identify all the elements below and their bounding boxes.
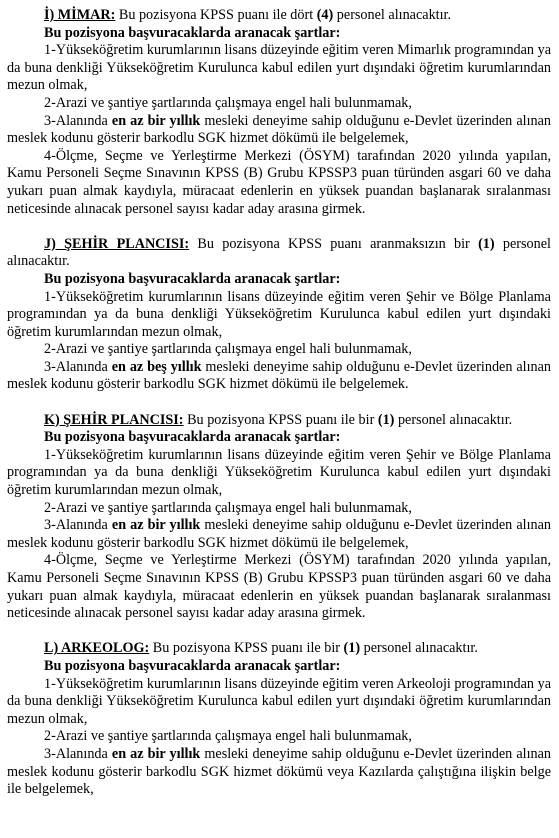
requirement-item-2: 2-Arazi ve şantiye şartlarında çalışmaya engel hali bulunmamak, bbox=[44, 94, 412, 111]
requirement-item-2: 2-Arazi ve şantiye şartlarında çalışmaya engel hali bulunmamak, bbox=[44, 728, 412, 745]
item3-suffix: mesleki deneyime sahip olduğunu e-Devlet üzerinden alınan meslek kodunu gösterir barkodlu SGK hizmet dökümü ile belgelemek, bbox=[7, 112, 552, 147]
requirement-item-4: 4-Ölçme, Seçme ve Yerleştirme Merkezi (ÖSYM) tarafından 2020 yılında yapılan, Kamu Personeli Seçme Sınavının KPSS (B) Grubu KPSSP3 puan türünden asgari 60 ve daha yukarı puan almak kaydıyla, müracaat edenlerin en yüksek puandan başlanarak sıralanması neticesinde alınacak personel sayısı kadar aday arasına girmek. bbox=[7, 552, 551, 622]
intro-text: Bu pozisyona KPSS puanı ile dört bbox=[115, 7, 317, 23]
requirement-item-1: 1-Yükseköğretim kurumlarının lisans düzeyinde eğitim veren Şehir ve Bölge Planlama programından ya da buna denkliği Yükseköğretim Kurulunca kabul edilen yurt dışındaki öğretim kurumlarından mezun olmak, bbox=[7, 446, 551, 499]
requirements-title: Bu pozisyona başvuracaklarda aranacak şartlar: bbox=[44, 270, 341, 287]
requirement-item-3 bbox=[7, 517, 551, 552]
requirement-item-3 bbox=[7, 746, 551, 799]
requirement-item-3 bbox=[7, 113, 551, 148]
section-sehir-plancisi-j bbox=[7, 236, 551, 394]
item3-suffix: mesleki deneyime sahip olduğunu e-Devlet üzerinden alınan meslek kodunu gösterir barkodlu SGK hizmet dökümü ile belgelemek, bbox=[7, 517, 552, 551]
intro-text-end: personel alınacaktır. bbox=[333, 7, 452, 23]
requirement-item-3 bbox=[7, 359, 551, 394]
section-title: K) ŞEHİR PLANCISI: bbox=[44, 411, 184, 428]
section-mimar bbox=[7, 7, 551, 218]
requirements-title: Bu pozisyona başvuracaklarda aranacak şartlar: bbox=[44, 657, 341, 674]
experience-duration: en az bir yıllık bbox=[111, 745, 201, 762]
personnel-count: (1) bbox=[377, 411, 395, 428]
item3-suffix: mesleki deneyime sahip olduğunu e-Devlet üzerinden alınan meslek kodunu gösterir barkodlu SGK hizmet dökümü ile belgelemek. bbox=[7, 358, 552, 393]
personnel-count: (4) bbox=[316, 7, 334, 23]
section-intro bbox=[7, 7, 551, 25]
section-intro bbox=[7, 412, 551, 430]
requirements-title: Bu pozisyona başvuracaklarda aranacak şartlar: bbox=[44, 24, 341, 41]
section-intro bbox=[7, 236, 551, 271]
intro-text-end: personel alınacaktır. bbox=[360, 640, 478, 657]
requirement-item-2: 2-Arazi ve şantiye şartlarında çalışmaya engel hali bulunmamak, bbox=[44, 499, 412, 516]
requirement-item-1: 1-Yükseköğretim kurumlarının lisans düzeyinde eğitim veren Şehir ve Bölge Planlama programından ya da buna denkliği Yükseköğretim Kurulunca kabul edilen yurt dışındaki öğretim kurumlarından mezun olmak, bbox=[7, 288, 551, 340]
item3-prefix: 3-Alanında bbox=[44, 745, 112, 762]
section-arkeolog bbox=[7, 640, 551, 798]
section-title: L) ARKEOLOG: bbox=[44, 640, 150, 657]
item3-prefix: 3-Alanında bbox=[44, 112, 112, 129]
personnel-count: (1) bbox=[478, 235, 495, 252]
requirements-title: Bu pozisyona başvuracaklarda aranacak şartlar: bbox=[44, 429, 341, 446]
intro-text: Bu pozisyona KPSS puanı aranmaksızın bir bbox=[189, 235, 479, 252]
requirement-item-4: 4-Ölçme, Seçme ve Yerleştirme Merkezi (ÖSYM) tarafından 2020 yılında yapılan, Kamu Personeli Seçme Sınavının KPSS (B) Grubu KPSSP3 puan türünden asgari 60 ve daha yukarı puan almak kaydıyla, müracaat edenlerin en yüksek puandan başlanarak sıralanması neticesinde alınacak personel sayısı kadar aday arasına girmek. bbox=[7, 147, 551, 217]
requirement-item-2: 2-Arazi ve şantiye şartlarında çalışmaya engel hali bulunmamak, bbox=[44, 341, 412, 358]
item3-suffix: mesleki deneyime sahip olduğunu e-Devlet üzerinden alınan meslek kodunu gösterir barkodlu SGK hizmet dökümü veya Kazılarda çalıştığına ilişkin belge ile belgelemek, bbox=[7, 745, 552, 798]
item3-prefix: 3-Alanında bbox=[44, 517, 112, 534]
intro-text: Bu pozisyona KPSS puanı ile bir bbox=[149, 640, 344, 657]
requirement-item-1: 1-Yükseköğretim kurumlarının lisans düzeyinde eğitim veren Arkeoloji programından ya da buna denkliği Yükseköğretim Kurulunca kabul edilen yurt dışındaki öğretim kurumlarından mezun olmak, bbox=[7, 675, 551, 727]
intro-text: Bu pozisyona KPSS puanı ile bir bbox=[183, 411, 378, 428]
experience-duration: en az bir yıllık bbox=[111, 112, 201, 129]
item3-prefix: 3-Alanında bbox=[44, 358, 112, 375]
experience-duration: en az bir yıllık bbox=[111, 517, 201, 534]
personnel-count: (1) bbox=[343, 640, 361, 657]
section-title: İ) MİMAR: bbox=[44, 7, 116, 23]
experience-duration: en az beş yıllık bbox=[111, 358, 202, 375]
section-sehir-plancisi-k bbox=[7, 412, 551, 623]
section-intro bbox=[7, 640, 551, 658]
requirement-item-1: 1-Yükseköğretim kurumlarının lisans düzeyinde eğitim veren Mimarlık programından ya da buna denkliği Yükseköğretim Kurulunca kabul edilen yurt dışındaki öğretim kurumlarından mezun olmak, bbox=[7, 42, 551, 94]
intro-text-end: personel alınacaktır. bbox=[394, 411, 513, 428]
section-title: J) ŞEHİR PLANCISI: bbox=[44, 235, 190, 252]
intro-text-end: personel alınacaktır. bbox=[7, 235, 551, 270]
